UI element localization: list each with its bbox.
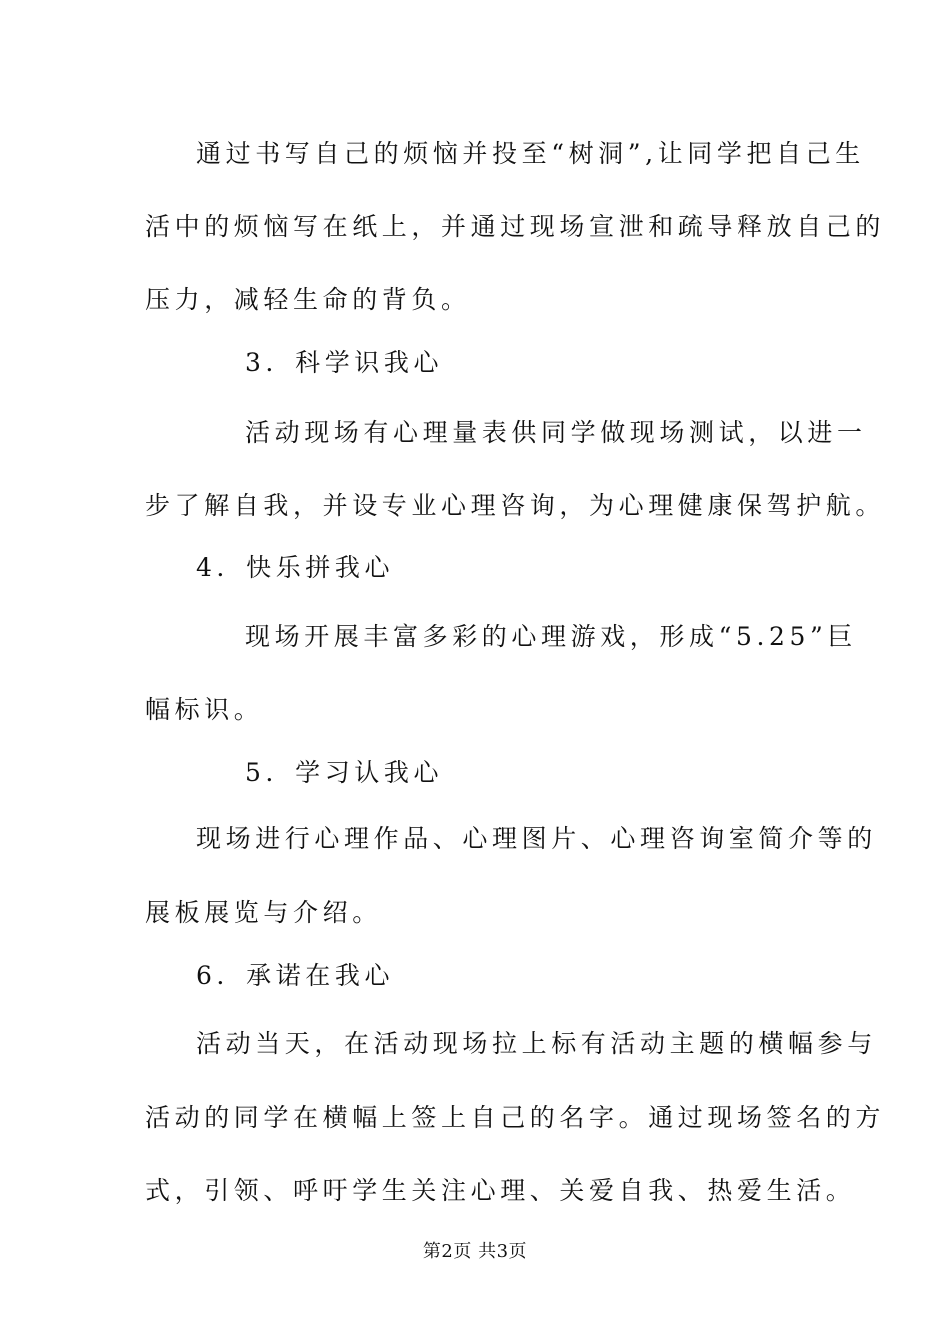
section-heading: 4．快乐拼我心	[196, 553, 395, 582]
paragraph-line: 活中的烦恼写在纸上，并通过现场宣泄和疏导释放自己的	[145, 212, 886, 241]
paragraph-line: 活动现场有心理量表供同学做现场测试，以进一	[245, 418, 867, 447]
paragraph-line: 压力，减轻生命的背负。	[145, 285, 471, 314]
section-heading: 6．承诺在我心	[196, 961, 395, 990]
page-number-footer: 第2页 共3页	[422, 1241, 528, 1262]
paragraph-line: 现场开展丰富多彩的心理游戏，形成“5.25”巨	[245, 622, 858, 651]
paragraph-line: 活动当天，在活动现场拉上标有活动主题的横幅参与	[196, 1029, 877, 1058]
paragraph-line: 幅标识。	[145, 695, 264, 724]
paragraph-line: 展板展览与介绍。	[145, 898, 382, 927]
paragraph-line: 活动的同学在横幅上签上自己的名字。通过现场签名的方	[145, 1103, 886, 1132]
section-heading: 3．科学识我心	[245, 348, 444, 377]
paragraph-line: 通过书写自己的烦恼并投至“树洞”,让同学把自己生	[196, 139, 865, 168]
paragraph-line: 式，引领、呼吁学生关注心理、关爱自我、热爱生活。	[145, 1176, 856, 1205]
section-heading: 5．学习认我心	[245, 758, 444, 787]
paragraph-line: 现场进行心理作品、心理图片、心理咨询室简介等的	[196, 824, 877, 853]
paragraph-line: 步了解自我，并设专业心理咨询，为心理健康保驾护航。	[145, 491, 886, 520]
